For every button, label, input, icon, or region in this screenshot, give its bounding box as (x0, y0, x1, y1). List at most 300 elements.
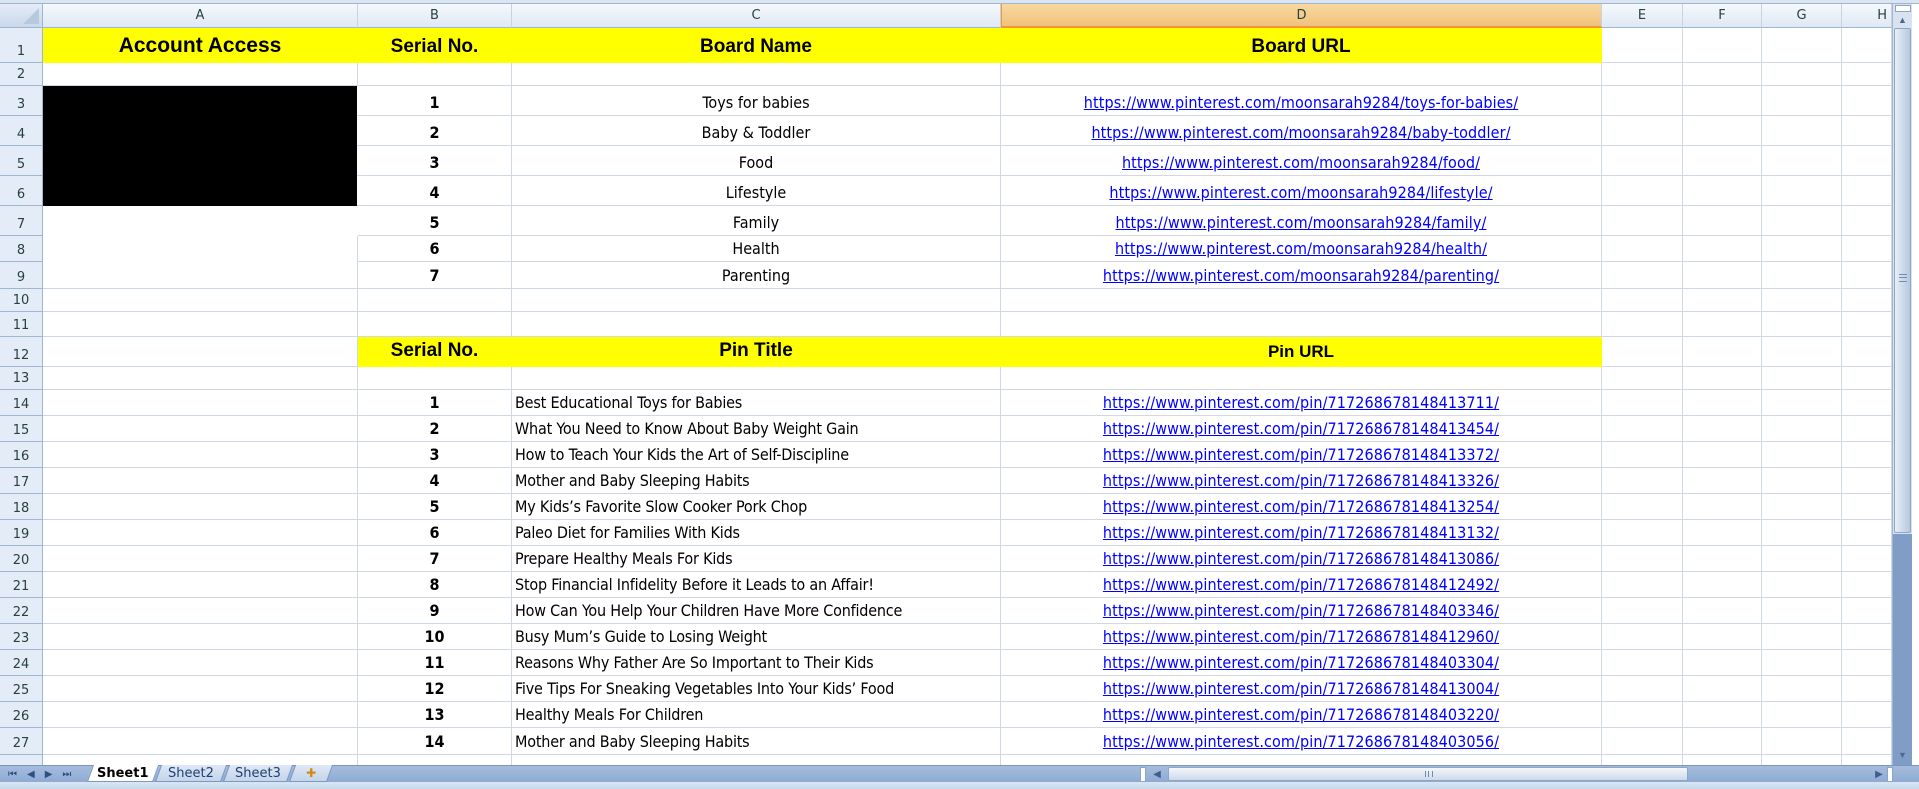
row-header-26[interactable]: 26 (0, 702, 43, 728)
board-url-cell[interactable] (1001, 86, 1602, 116)
board-name[interactable]: Health (512, 236, 1001, 262)
cell[interactable] (1602, 494, 1683, 520)
cell[interactable] (1842, 206, 1892, 236)
cell[interactable] (1602, 116, 1683, 146)
tab-sheet1[interactable] (87, 765, 159, 782)
cell[interactable] (1683, 624, 1762, 650)
pin-url-link[interactable]: https://www.pinterest.com/pin/717268678148413254/ (1102, 497, 1500, 516)
cell[interactable] (1762, 442, 1842, 468)
cell[interactable] (1683, 546, 1762, 572)
cell[interactable] (1762, 63, 1842, 86)
board-name[interactable]: Parenting (512, 262, 1001, 289)
cell[interactable] (43, 337, 358, 367)
cell[interactable] (358, 367, 512, 390)
column-header-c[interactable]: C (512, 4, 1001, 28)
cell[interactable] (1762, 146, 1842, 176)
cell[interactable] (1683, 468, 1762, 494)
cell[interactable] (1762, 312, 1842, 337)
cell[interactable] (1842, 650, 1892, 676)
pin-url-cell[interactable] (1001, 624, 1602, 650)
cell[interactable] (1762, 176, 1842, 206)
cell[interactable] (1842, 176, 1892, 206)
row-header-1[interactable]: 1 (0, 28, 43, 63)
row-header-23[interactable]: 23 (0, 624, 43, 650)
scroll-down-arrow-icon[interactable]: ▼ (1898, 750, 1907, 760)
cell[interactable] (1842, 86, 1892, 116)
row-header-22[interactable]: 22 (0, 598, 43, 624)
pin-serial[interactable]: 7 (358, 546, 512, 572)
board-serial[interactable]: 4 (358, 176, 512, 206)
account-access-header[interactable]: Account Access (43, 28, 358, 63)
cell[interactable] (1001, 289, 1602, 312)
row-header-21[interactable]: 21 (0, 572, 43, 598)
cell[interactable] (1602, 176, 1683, 206)
pin-url-cell[interactable] (1001, 546, 1602, 572)
cell[interactable] (43, 390, 358, 416)
row-header-19[interactable]: 19 (0, 520, 43, 546)
cell[interactable] (1842, 116, 1892, 146)
pin-title[interactable] (512, 598, 1001, 624)
cell[interactable] (1683, 494, 1762, 520)
scroll-up-arrow-icon[interactable]: ▲ (1898, 15, 1907, 25)
cell[interactable] (1762, 598, 1842, 624)
column-header-a[interactable]: A (43, 4, 358, 28)
board-name[interactable]: Food (512, 146, 1001, 176)
tab-sheet2[interactable] (155, 765, 227, 782)
pin-url-cell[interactable] (1001, 572, 1602, 598)
cell[interactable] (1602, 390, 1683, 416)
cell[interactable] (1602, 468, 1683, 494)
column-header-e[interactable]: E (1602, 4, 1683, 28)
cell[interactable] (1762, 116, 1842, 146)
cell[interactable] (1683, 289, 1762, 312)
cell[interactable] (1762, 390, 1842, 416)
board-url-link[interactable]: https://www.pinterest.com/moonsarah9284/parenting/ (1102, 266, 1500, 285)
pin-url-link[interactable]: https://www.pinterest.com/pin/717268678148413004/ (1102, 679, 1500, 698)
cell[interactable] (1762, 624, 1842, 650)
worksheet-grid[interactable] (0, 4, 1892, 765)
board-url-cell[interactable] (1001, 146, 1602, 176)
pin-url-cell[interactable] (1001, 702, 1602, 728)
cell[interactable] (1842, 572, 1892, 598)
pin-url-cell[interactable] (1001, 390, 1602, 416)
board-name[interactable]: Baby & Toddler (512, 116, 1001, 146)
cell[interactable] (1683, 63, 1762, 86)
cell[interactable] (1683, 416, 1762, 442)
cell[interactable] (1602, 337, 1683, 367)
pin-serial[interactable]: 4 (358, 468, 512, 494)
select-all-button[interactable] (0, 4, 43, 28)
row-header-2[interactable]: 2 (0, 63, 43, 86)
pin-title[interactable] (512, 520, 1001, 546)
row-header-3[interactable]: 3 (0, 86, 43, 116)
cell[interactable] (1001, 367, 1602, 390)
row-header-15[interactable]: 15 (0, 416, 43, 442)
cell[interactable] (43, 442, 358, 468)
cell[interactable] (1683, 390, 1762, 416)
cell[interactable] (1602, 520, 1683, 546)
cell[interactable] (1602, 442, 1683, 468)
cell[interactable] (1602, 86, 1683, 116)
cell[interactable] (1842, 468, 1892, 494)
row-header-27[interactable]: 27 (0, 728, 43, 755)
cell[interactable] (1683, 116, 1762, 146)
row-header-13[interactable]: 13 (0, 367, 43, 390)
cell[interactable] (1762, 236, 1842, 262)
pin-title[interactable] (512, 494, 1001, 520)
board-serial[interactable]: 3 (358, 146, 512, 176)
pin-url-cell[interactable] (1001, 676, 1602, 702)
cell[interactable] (1001, 755, 1602, 765)
board-name[interactable]: Lifestyle (512, 176, 1001, 206)
cell[interactable] (1762, 206, 1842, 236)
cell[interactable] (43, 728, 358, 755)
board-url-cell[interactable] (1001, 116, 1602, 146)
pin-url-link[interactable]: https://www.pinterest.com/pin/717268678148403056/ (1102, 732, 1500, 751)
cell[interactable] (1602, 146, 1683, 176)
last-sheet-icon[interactable]: ⏭ (62, 768, 72, 780)
pin-url-link[interactable]: https://www.pinterest.com/pin/717268678148412492/ (1102, 575, 1500, 594)
cell[interactable] (1762, 28, 1842, 63)
pin-title[interactable] (512, 390, 1001, 416)
cell[interactable] (43, 520, 358, 546)
board-url-link[interactable]: https://www.pinterest.com/moonsarah9284/baby-toddler/ (1091, 123, 1511, 142)
cell[interactable] (1683, 572, 1762, 598)
pin-url-header[interactable]: Pin URL (1001, 337, 1602, 367)
cell[interactable] (1683, 176, 1762, 206)
insert-sheet-button[interactable] (289, 765, 333, 782)
pin-url-link[interactable]: https://www.pinterest.com/pin/717268678148413711/ (1102, 393, 1500, 412)
cell[interactable] (1001, 312, 1602, 337)
cell[interactable] (512, 312, 1001, 337)
cell[interactable] (1683, 442, 1762, 468)
cell[interactable] (1842, 262, 1892, 289)
cell[interactable] (1762, 289, 1842, 312)
row-header-10[interactable]: 10 (0, 289, 43, 312)
cell[interactable] (358, 755, 512, 765)
scroll-right-arrow-icon[interactable]: ▶ (1875, 768, 1883, 780)
board-url-link[interactable]: https://www.pinterest.com/moonsarah9284/food/ (1121, 153, 1481, 172)
row-header-4[interactable]: 4 (0, 116, 43, 146)
cell[interactable] (43, 63, 358, 86)
pin-title[interactable] (512, 728, 1001, 755)
cell[interactable] (1762, 702, 1842, 728)
vertical-scrollbar[interactable] (1892, 4, 1912, 765)
cell[interactable] (1762, 650, 1842, 676)
scroll-left-arrow-icon[interactable]: ◀ (1153, 768, 1161, 780)
cell[interactable] (1762, 468, 1842, 494)
pin-serial[interactable]: 10 (358, 624, 512, 650)
cell[interactable] (1842, 146, 1892, 176)
cell[interactable] (1602, 206, 1683, 236)
row-header-11[interactable]: 11 (0, 312, 43, 337)
cell[interactable] (43, 572, 358, 598)
cell[interactable] (1602, 63, 1683, 86)
row-header-17[interactable]: 17 (0, 468, 43, 494)
pin-title[interactable] (512, 572, 1001, 598)
cell[interactable] (1762, 572, 1842, 598)
board-url-link[interactable]: https://www.pinterest.com/moonsarah9284/health/ (1114, 239, 1488, 258)
cell[interactable] (1602, 572, 1683, 598)
tab-split-handle[interactable] (1140, 767, 1146, 782)
cell[interactable] (1842, 390, 1892, 416)
cell[interactable] (1842, 63, 1892, 86)
pin-title[interactable] (512, 442, 1001, 468)
cell[interactable] (1842, 702, 1892, 728)
cell[interactable] (1602, 728, 1683, 755)
pin-title[interactable] (512, 416, 1001, 442)
cell[interactable] (1683, 702, 1762, 728)
cell[interactable] (1842, 755, 1892, 765)
cell[interactable] (43, 494, 358, 520)
cell[interactable] (358, 63, 512, 86)
cell[interactable] (1683, 337, 1762, 367)
table-row-1 (43, 28, 1892, 63)
cell[interactable] (1762, 367, 1842, 390)
row-header-24[interactable]: 24 (0, 650, 43, 676)
cell[interactable] (1842, 442, 1892, 468)
cell[interactable] (1602, 598, 1683, 624)
cell[interactable] (1842, 624, 1892, 650)
pin-url-link[interactable]: https://www.pinterest.com/pin/717268678148413454/ (1102, 419, 1500, 438)
pin-url-cell[interactable] (1001, 442, 1602, 468)
pin-serial[interactable]: 11 (358, 650, 512, 676)
board-url-header[interactable]: Board URL (1001, 28, 1602, 63)
cell[interactable] (43, 624, 358, 650)
cell[interactable] (358, 289, 512, 312)
pin-serial[interactable]: 2 (358, 416, 512, 442)
cell[interactable] (1762, 416, 1842, 442)
cell[interactable] (43, 650, 358, 676)
column-header-g[interactable]: G (1762, 4, 1842, 28)
cell[interactable] (1842, 598, 1892, 624)
cell[interactable] (1842, 416, 1892, 442)
pin-serial[interactable]: 8 (358, 572, 512, 598)
vertical-scroll-track[interactable] (1893, 534, 1912, 765)
prev-sheet-icon[interactable]: ◀ (27, 768, 35, 780)
row-header-16[interactable]: 16 (0, 442, 43, 468)
board-serial[interactable]: 5 (358, 206, 512, 236)
pin-url-link[interactable]: https://www.pinterest.com/pin/717268678148403220/ (1102, 705, 1500, 724)
pin-serial[interactable]: 12 (358, 676, 512, 702)
cell[interactable] (512, 63, 1001, 86)
row-header-25[interactable]: 25 (0, 676, 43, 702)
cell[interactable] (43, 598, 358, 624)
board-serial[interactable]: 6 (358, 236, 512, 262)
horizontal-split-handle[interactable] (1887, 767, 1893, 782)
cell[interactable] (1602, 262, 1683, 289)
cell[interactable] (43, 702, 358, 728)
cell[interactable] (1842, 337, 1892, 367)
cell[interactable] (1762, 86, 1842, 116)
cell[interactable] (1762, 262, 1842, 289)
pin-serial-no-header[interactable]: Serial No. (358, 337, 512, 367)
pin-url-link[interactable]: https://www.pinterest.com/pin/717268678148403346/ (1102, 601, 1500, 620)
cell[interactable] (1762, 337, 1842, 367)
cell[interactable] (1683, 598, 1762, 624)
cell[interactable] (43, 755, 358, 765)
pin-url-link[interactable]: https://www.pinterest.com/pin/717268678148413086/ (1102, 549, 1500, 568)
board-url-cell[interactable] (1001, 236, 1602, 262)
column-header-f[interactable]: F (1683, 4, 1762, 28)
cell[interactable] (1602, 236, 1683, 262)
cell[interactable] (1762, 676, 1842, 702)
cell[interactable] (1762, 755, 1842, 765)
pin-url-cell[interactable] (1001, 468, 1602, 494)
row-header-18[interactable]: 18 (0, 494, 43, 520)
cell[interactable] (1602, 676, 1683, 702)
pin-url-cell[interactable] (1001, 650, 1602, 676)
cell[interactable] (1842, 367, 1892, 390)
cell[interactable] (1762, 728, 1842, 755)
cell[interactable] (1842, 494, 1892, 520)
cell[interactable] (1683, 367, 1762, 390)
cell[interactable] (43, 236, 358, 262)
tab-sheet3[interactable] (223, 765, 293, 782)
cell[interactable] (1602, 416, 1683, 442)
cell[interactable] (1602, 650, 1683, 676)
row-header-20[interactable]: 20 (0, 546, 43, 572)
pin-title[interactable] (512, 650, 1001, 676)
cell[interactable] (1683, 262, 1762, 289)
cell[interactable] (512, 367, 1001, 390)
cell[interactable] (43, 206, 358, 236)
cell[interactable] (43, 676, 358, 702)
cell[interactable] (1683, 312, 1762, 337)
board-url-link[interactable]: https://www.pinterest.com/moonsarah9284/toys-for-babies/ (1083, 93, 1519, 112)
cell[interactable] (1602, 28, 1683, 63)
cell[interactable] (1602, 624, 1683, 650)
pin-serial[interactable]: 1 (358, 390, 512, 416)
cell[interactable] (1001, 63, 1602, 86)
cell[interactable] (1842, 236, 1892, 262)
cell[interactable] (1683, 236, 1762, 262)
board-serial[interactable]: 1 (358, 86, 512, 116)
cell[interactable] (1842, 728, 1892, 755)
vertical-split-handle[interactable] (1895, 5, 1911, 12)
pin-title[interactable] (512, 676, 1001, 702)
pin-url-link[interactable]: https://www.pinterest.com/pin/717268678148413326/ (1102, 471, 1500, 490)
pin-serial[interactable]: 14 (358, 728, 512, 755)
pin-serial[interactable]: 3 (358, 442, 512, 468)
first-sheet-icon[interactable]: ⏮ (8, 768, 17, 780)
cell[interactable] (1602, 546, 1683, 572)
next-sheet-icon[interactable]: ▶ (44, 768, 53, 780)
cell[interactable] (1683, 650, 1762, 676)
horizontal-scroll-thumb[interactable] (1168, 767, 1688, 781)
pin-url-cell[interactable] (1001, 494, 1602, 520)
pin-title-header[interactable]: Pin Title (512, 337, 1001, 367)
cell[interactable] (512, 289, 1001, 312)
pin-url-cell[interactable] (1001, 416, 1602, 442)
pin-url-cell[interactable] (1001, 520, 1602, 546)
board-url-cell[interactable] (1001, 176, 1602, 206)
board-url-link[interactable]: https://www.pinterest.com/moonsarah9284/family/ (1115, 213, 1487, 232)
pin-url-link[interactable]: https://www.pinterest.com/pin/717268678148413132/ (1102, 523, 1500, 542)
cell[interactable] (512, 755, 1001, 765)
cell[interactable] (358, 312, 512, 337)
cell[interactable] (43, 367, 358, 390)
cell[interactable] (1683, 86, 1762, 116)
pin-title[interactable] (512, 546, 1001, 572)
cell[interactable] (1602, 367, 1683, 390)
cell[interactable] (1602, 755, 1683, 765)
cell[interactable] (1842, 312, 1892, 337)
serial-no-header[interactable]: Serial No. (358, 28, 512, 63)
board-serial[interactable]: 7 (358, 262, 512, 289)
row-header-14[interactable]: 14 (0, 390, 43, 416)
pin-url-cell[interactable] (1001, 728, 1602, 755)
pin-serial[interactable]: 9 (358, 598, 512, 624)
cell[interactable] (1602, 702, 1683, 728)
cell[interactable] (1683, 676, 1762, 702)
board-name[interactable]: Toys for babies (512, 86, 1001, 116)
cell[interactable] (1762, 520, 1842, 546)
column-header-d[interactable]: D (1001, 4, 1602, 28)
board-serial[interactable]: 2 (358, 116, 512, 146)
cell[interactable] (43, 262, 358, 289)
pin-url-link[interactable]: https://www.pinterest.com/pin/717268678148412960/ (1102, 627, 1500, 646)
cell[interactable] (1842, 546, 1892, 572)
row-header-28[interactable] (0, 755, 43, 765)
board-url-cell[interactable] (1001, 206, 1602, 236)
pin-url-link[interactable]: https://www.pinterest.com/pin/717268678148403304/ (1102, 653, 1500, 672)
cell[interactable] (1602, 312, 1683, 337)
row-header-7[interactable]: 7 (0, 206, 43, 236)
pin-title[interactable] (512, 624, 1001, 650)
cell[interactable] (43, 546, 358, 572)
row-header-6[interactable]: 6 (0, 176, 43, 206)
cell[interactable] (1683, 28, 1762, 63)
row-header-9[interactable]: 9 (0, 262, 43, 289)
cell[interactable] (1762, 494, 1842, 520)
board-url-link[interactable]: https://www.pinterest.com/moonsarah9284/lifestyle/ (1109, 183, 1493, 202)
pin-serial[interactable]: 5 (358, 494, 512, 520)
board-name[interactable]: Family (512, 206, 1001, 236)
pin-serial[interactable]: 6 (358, 520, 512, 546)
cell[interactable] (1683, 755, 1762, 765)
cell[interactable] (43, 312, 358, 337)
cell[interactable] (1762, 546, 1842, 572)
pin-row (43, 676, 1892, 702)
cell[interactable] (43, 416, 358, 442)
pin-url-link[interactable]: https://www.pinterest.com/pin/717268678148413372/ (1102, 445, 1500, 464)
cell[interactable] (1842, 28, 1892, 63)
row-header-5[interactable]: 5 (0, 146, 43, 176)
board-name-header[interactable]: Board Name (512, 28, 1001, 63)
cell[interactable] (1842, 520, 1892, 546)
pin-serial[interactable]: 13 (358, 702, 512, 728)
pin-title[interactable] (512, 468, 1001, 494)
cell[interactable] (1683, 728, 1762, 755)
cell[interactable] (1602, 289, 1683, 312)
cell[interactable] (1842, 676, 1892, 702)
board-url-cell[interactable] (1001, 262, 1602, 289)
pin-url-cell[interactable] (1001, 598, 1602, 624)
cell[interactable] (43, 468, 358, 494)
column-header-b[interactable]: B (358, 4, 512, 28)
pin-title[interactable] (512, 702, 1001, 728)
row-header-12[interactable]: 12 (0, 337, 43, 367)
cell[interactable] (43, 289, 358, 312)
vertical-scroll-thumb[interactable] (1894, 28, 1911, 533)
cell[interactable] (1842, 289, 1892, 312)
cell[interactable] (1683, 146, 1762, 176)
cell[interactable] (1683, 206, 1762, 236)
row-header-8[interactable]: 8 (0, 236, 43, 262)
column-header-h[interactable]: H (1842, 4, 1892, 28)
cell[interactable] (1683, 520, 1762, 546)
